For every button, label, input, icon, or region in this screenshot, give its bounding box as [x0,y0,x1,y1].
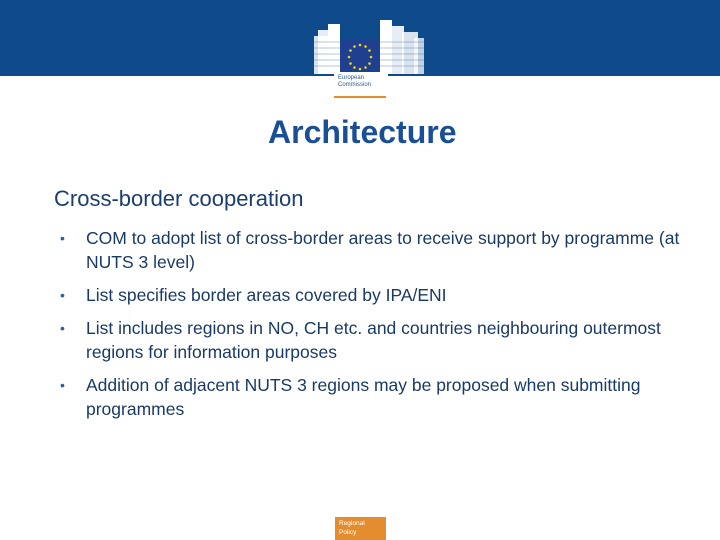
bullet-icon: • [60,320,65,336]
logo-line: European [338,75,365,81]
bullet-icon: • [60,287,65,303]
bullet-text: List includes regions in NO, CH etc. and countries neighbouring outermost regions for information purposes [86,318,661,362]
list-item [60,316,680,364]
bullet-text: COM to adopt list of cross-border areas to receive support by programme (at NUTS 3 level) [86,228,680,272]
badge-line: Policy [339,529,357,536]
badge-line: Regional [339,520,365,527]
slide-subtitle: Cross-border cooperation [54,186,304,211]
bullet-text: Addition of adjacent NUTS 3 regions may be proposed when submitting programmes [86,375,641,419]
bullet-text: List specifies border areas covered by IPA/ENI [86,285,447,305]
slide-title: Architecture [268,114,457,150]
logo-line: Commission [338,82,372,88]
bullet-list [60,226,680,430]
european-commission-logo [310,14,428,102]
bullet-icon: • [60,230,65,246]
logo-accent-line [334,96,386,98]
logo-label [338,75,371,89]
commission-building-icon [310,14,428,74]
list-item [60,226,680,274]
bullet-icon: • [60,377,65,393]
regional-policy-badge [335,517,386,540]
list-item [60,283,680,307]
list-item [60,373,680,421]
